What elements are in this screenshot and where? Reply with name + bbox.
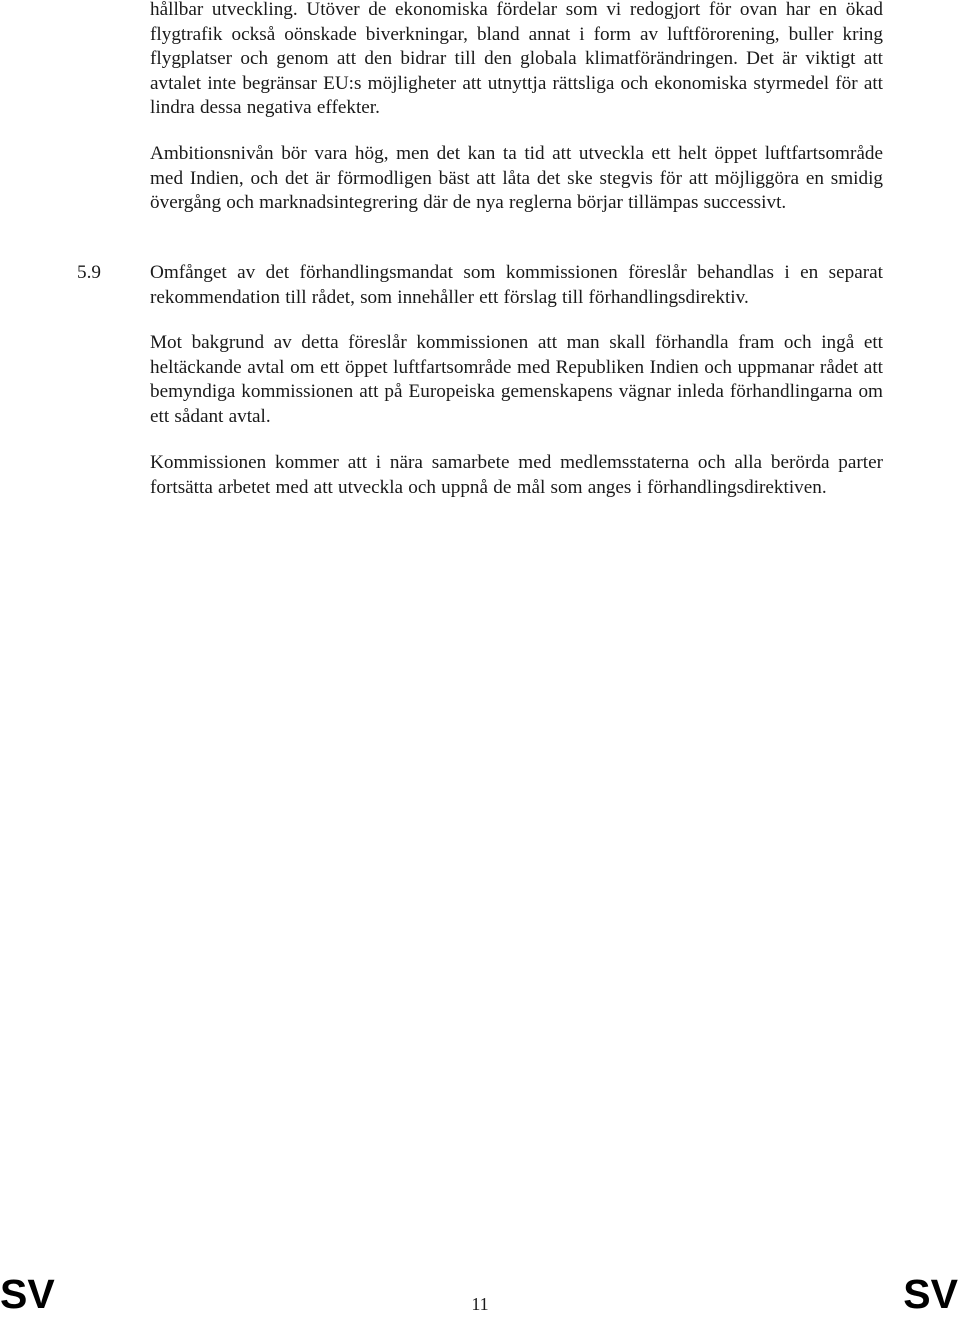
page-number: 11 — [471, 1294, 489, 1314]
paragraph-proposal: Mot bakgrund av detta föreslår kommissionen att man skall förhandla fram och ingå ett heltäckande avtal om ett öppet luftfartsområde med Republiken Indien och uppmanar rådet att bemyndiga kommissionen att på Europeiska gemenskapens vägnar inleda förhandlingarna om ett sådant avtal. — [150, 332, 883, 427]
footer-language-code-right: SV — [903, 1271, 958, 1317]
paragraph-sustainable-development: hållbar utveckling. Utöver de ekonomiska fördelar som vi redogjort för ovan har en ökad flygtrafik också oönskade biverkningar, bland annat i form av luftförorening, buller kring flygplatser och genom att den bidrar till den globala klimatförändringen. Det är viktigt att avtalet inte begränsar EU:s möjligheter att utnyttja rättsliga och ekonomiska styrmedel för att lindra dessa negativa effekter. — [150, 0, 883, 118]
section-number: 5.9 — [77, 262, 101, 283]
paragraph-mandate-scope: Omfånget av det förhandlingsmandat som kommissionen föreslår behandlas i en separat rekommendation till rådet, som innehåller ett förslag till förhandlingsdirektiv. — [150, 262, 883, 308]
footer-language-code-left: SV — [0, 1271, 55, 1317]
paragraph-ambition-level: Ambitionsnivån bör vara hög, men det kan ta tid att utveckla ett helt öppet luftfartsområde med Indien, och det är förmodligen bäst att låta det ske stegvis för att möjliggöra en smidig övergång och marknadsintegrering där de nya reglerna börjar tillämpas successivt. — [150, 143, 883, 213]
paragraph-cooperation: Kommissionen kommer att i nära samarbete med medlemsstaterna och alla berörda parter fortsätta arbetet med att utveckla och uppnå de mål som anges i förhandlingsdirektiven. — [150, 452, 883, 498]
